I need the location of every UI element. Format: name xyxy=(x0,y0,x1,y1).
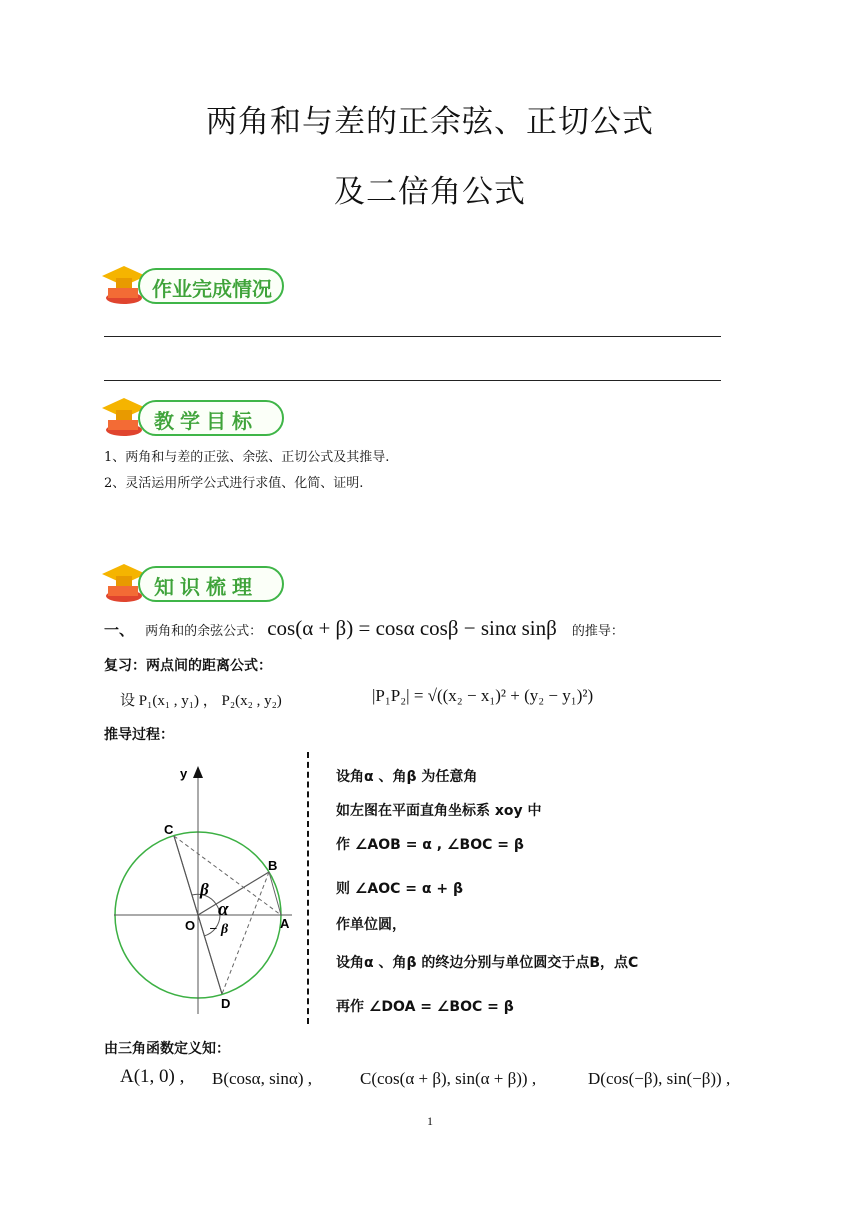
derivation-line-7: 再作 ∠DOA = ∠BOC = β xyxy=(336,999,514,1015)
goal-item-1: 1、两角和与差的正弦、余弦、正切公式及其推导. xyxy=(104,450,390,465)
goals-badge-label: 教学目标 xyxy=(154,409,258,433)
page-title: 两角和与差的正余弦、正切公式 xyxy=(206,104,654,140)
derivation-line-3: 作 ∠AOB = α , ∠BOC = β xyxy=(336,837,524,853)
y-axis-label: y xyxy=(180,766,188,781)
dashed-bd xyxy=(222,872,269,994)
knowledge-badge xyxy=(102,562,284,606)
point-b-coords: B(cosα, sinα) , xyxy=(212,1069,312,1088)
section-1-suffix: 的推导： xyxy=(571,624,624,639)
goal-item-2: 2、灵活运用所学公式进行求值、化简、证明. xyxy=(104,476,364,491)
point-c-coords: C(cos(α + β), sin(α + β)) , xyxy=(360,1069,537,1088)
distance-formula: |P₁P₂| = √((x₂ − x₁)² + (y₂ − y₁)²) xyxy=(372,686,594,705)
section-1-number: 一、 xyxy=(104,621,135,639)
homework-badge-pill xyxy=(138,268,284,304)
point-d-coords: D(cos(−β), sin(−β)) , xyxy=(588,1069,731,1088)
point-a-label: A xyxy=(280,916,290,931)
point-d-label: D xyxy=(221,996,231,1011)
alpha-label: α xyxy=(218,899,229,920)
point-b-label: B xyxy=(268,858,278,873)
section-1-prefix: 两角和的余弦公式： xyxy=(145,624,263,639)
trig-heading: 由三角函数定义知： xyxy=(104,1041,230,1057)
goals-badge-pill xyxy=(138,400,284,436)
neg-beta-label: − β xyxy=(209,922,229,937)
page-number: 1 xyxy=(427,1114,433,1128)
point-a-coords: A(1, 0) , xyxy=(120,1066,185,1087)
knowledge-badge-label: 知识梳理 xyxy=(154,575,258,599)
derivation-line-1: 设角α 、角β 为任意角 xyxy=(336,769,478,785)
point-o-label: O xyxy=(185,918,196,933)
derivation-line-2: 如左图在平面直角坐标系 xoy 中 xyxy=(336,803,542,819)
segment-ba xyxy=(269,872,281,915)
homework-badge xyxy=(102,264,284,308)
derivation-line-6: 设角α 、角β 的终边分别与单位圆交于点B，点C xyxy=(336,955,639,971)
section-1-line xyxy=(104,616,624,641)
point-c-label: C xyxy=(164,822,174,837)
diagram-divider xyxy=(307,752,309,1024)
beta-label: β xyxy=(200,880,209,899)
derivation-line-4: 则 ∠AOC = α + β xyxy=(336,881,464,897)
homework-badge-label: 作业完成情况 xyxy=(152,277,272,301)
answer-line-1 xyxy=(104,336,721,337)
review-heading: 复习：两点间的距离公式： xyxy=(104,658,272,674)
goals-badge xyxy=(102,396,284,440)
knowledge-badge-pill xyxy=(138,566,284,602)
review-points: 设 P₁(x₁ , y₁) ， P₂(x₂ , y₂) xyxy=(120,693,282,709)
answer-line-2 xyxy=(104,380,721,381)
derivation-line-5: 作单位圆， xyxy=(336,917,406,933)
page-subtitle: 及二倍角公式 xyxy=(334,174,526,210)
y-axis-arrow-icon xyxy=(193,766,203,778)
cos-sum-formula: cos(α + β) = cosα cosβ − sinα sinβ xyxy=(267,616,557,640)
derivation-heading: 推导过程： xyxy=(104,727,174,743)
unit-circle-diagram xyxy=(100,752,305,1024)
